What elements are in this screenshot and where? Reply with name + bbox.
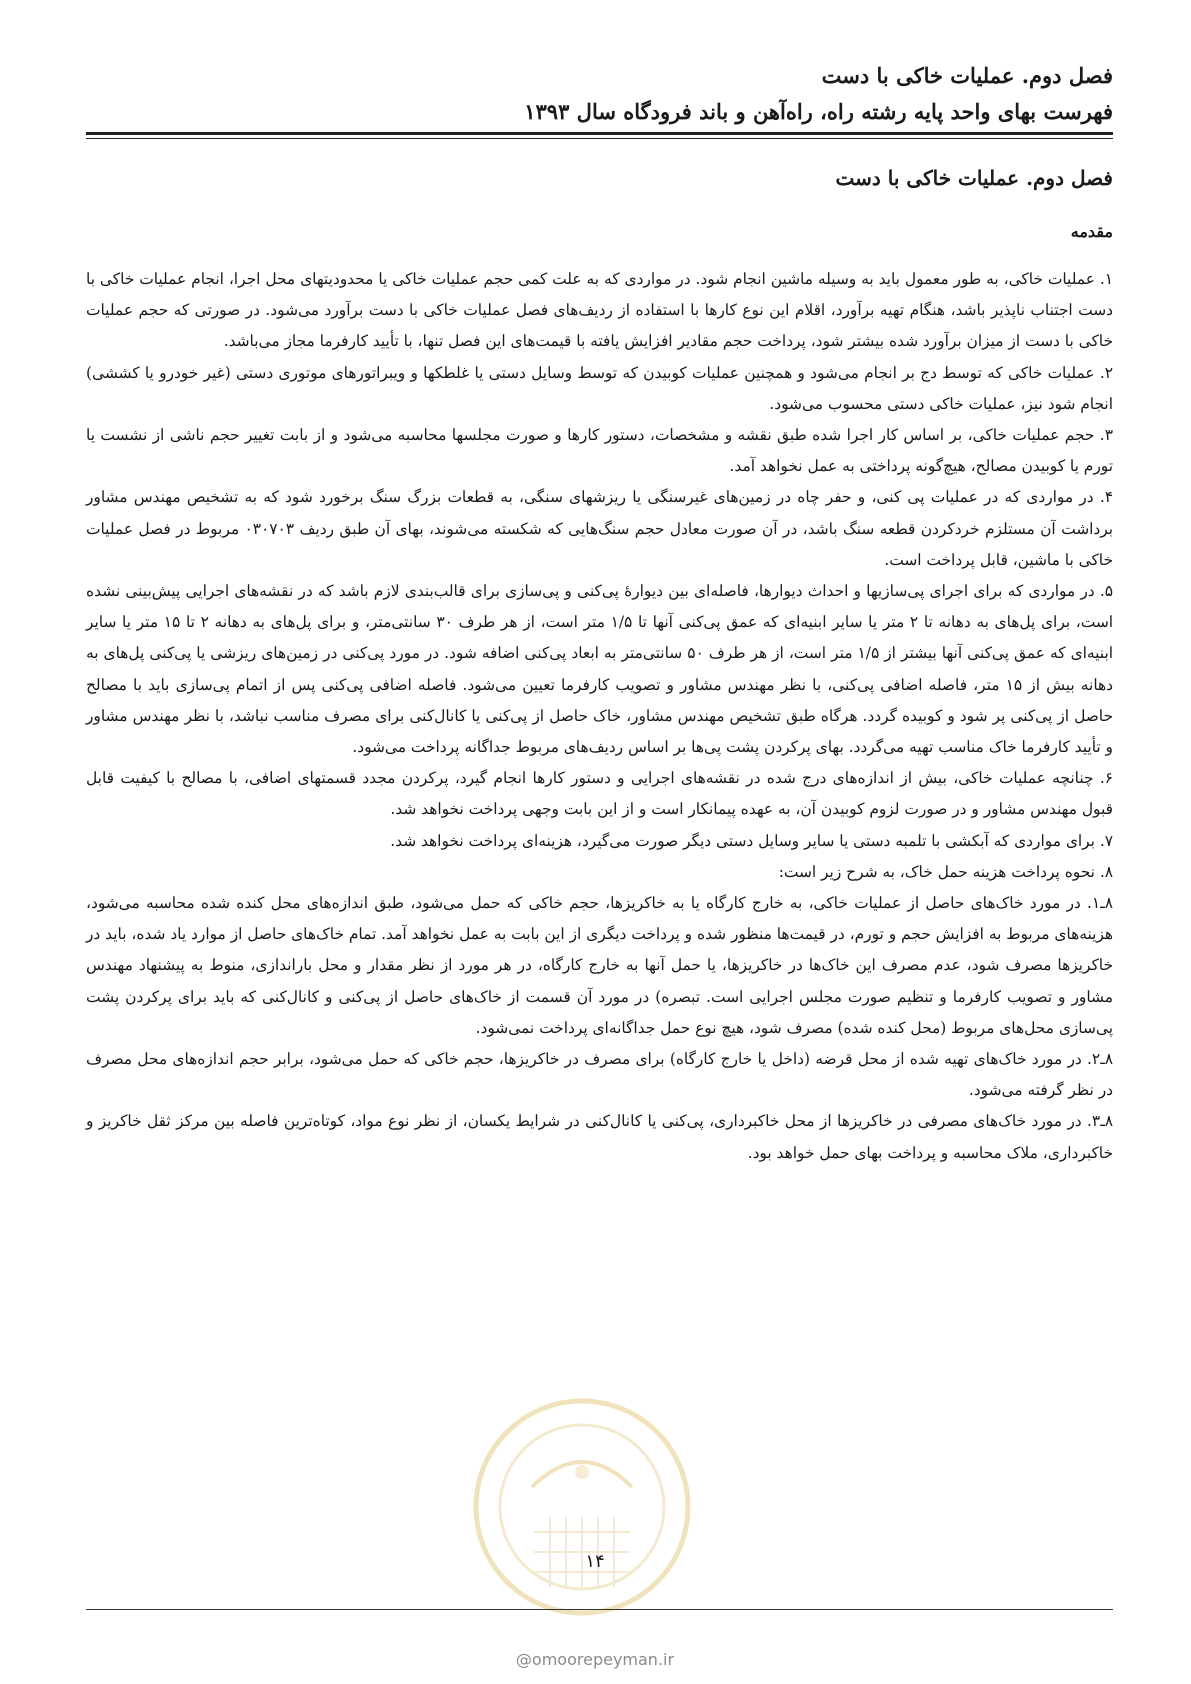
footer-website[interactable] — [495, 1650, 695, 1669]
body-text — [86, 264, 1113, 1169]
paragraph-8-2: ۸ـ۲. در مورد خاک‌های تهیه شده از محل قرضه (داخل یا خارج کارگاه) برای مصرف در خاکریزها، حجم خاکی که حمل می‌شود، برابر حجم اندازه‌های محل مصرف در نظر گرفته می‌شود. — [86, 1050, 1113, 1100]
at-icon: @ — [515, 1650, 532, 1669]
page-number: ۱۴ — [585, 1551, 605, 1572]
paragraph-8-1: ۸ـ۱. در مورد خاک‌های حاصل از عملیات خاکی، به خارج کارگاه یا به خاکریزها، حجم خاکی که حمل می‌شود، طبق اندازه‌های محل کنده شده محاسبه می‌شود، هزینه‌های مربوط به افزایش حجم و تورم، در قیمت‌ها منظور شده و پرداخت دیگری از این بابت به عمل نخواهد آمد. تمام خاک‌های حاصل از موارد یاد شده، باید در خاکریزها مصرف شود، عدم مصرف این خاک‌ها در خاکریزها، یا حمل آنها به خارج کارگاه، در هر مورد از نظر مقدار و محل باراندازی، منوط به پیشنهاد مهندس مشاور و تصویب کارفرما و تنظیم صورت مجلس اجرایی است. تبصره) در مورد آن قسمت از خاک‌های حاصل از پی‌کنی و کانال‌کنی که باید برای پرکردن پشت پی‌سازی محل‌های مربوط (محل کنده شده) مصرف شود، هیچ نوع حمل جداگانه‌ای پرداخت نمی‌شود. — [86, 894, 1113, 1037]
paragraph-6: ۶. چنانچه عملیات خاکی، بیش از اندازه‌های درج شده در نقشه‌های اجرایی و دستور کارها انجام گیرد، پرکردن مجدد قسمتهای اضافی، با مصالح با کیفیت قابل قبول مهندس مشاور و در صورت لزوم کوبیدن آن، به عهده پیمانکار است و از این بابت وجهی پرداخت نخواهد شد. — [86, 769, 1113, 819]
header-chapter-line: فصل دوم. عملیات خاکی با دست — [821, 63, 1113, 88]
paragraph-4: ۴. در مواردی که در عملیات پی کنی، و حفر چاه در زمین‌های غیرسنگی یا ریزشهای سنگی، به قطعات بزرگ سنگ برخورد شود که به تشخیص مهندس مشاور برداشت آن مستلزم خردکردن قطعه سنگ باشد، در آن صورت معادل حجم سنگ‌هایی که شکسته می‌شوند، بهای آن طبق ردیف ۰۳۰۷۰۳ مربوط در فصل عملیات خاکی با ماشین، قابل پرداخت است. — [86, 488, 1113, 569]
running-header — [86, 58, 1113, 130]
chapter-title: فصل دوم. عملیات خاکی با دست — [835, 166, 1113, 190]
paragraph-8: ۸. نحوه پرداخت هزینه حمل خاک، به شرح زیر است: — [778, 862, 1113, 881]
footer-website-label: omoorepeyman.ir — [531, 1650, 675, 1669]
paragraph-8-3: ۸ـ۳. در مورد خاک‌های مصرفی در خاکریزها از محل خاکبرداری، پی‌کنی یا کانال‌کنی در شرایط یکسان، از نظر نوع مواد، کوتاه‌ترین فاصله بین مرکز ثقل خاکریز و خاکبرداری، ملاک محاسبه و پرداخت بهای حمل خواهد بود. — [86, 1112, 1113, 1162]
watermark-seal-icon — [462, 1392, 702, 1622]
paragraph-7: ۷. برای مواردی که آبکشی با تلمبه دستی یا سایر وسایل دستی دیگر صورت می‌گیرد، هزینه‌ای پرداخت نخواهد شد. — [390, 831, 1113, 850]
header-title-line: فهرست بهای واحد پایه رشته راه، راه‌آهن و باند فرودگاه سال ۱۳۹۳ — [524, 99, 1113, 124]
header-rule-thin — [86, 138, 1113, 139]
footer-rule — [86, 1609, 1113, 1610]
header-rule-thick — [86, 132, 1113, 135]
paragraph-2: ۲. عملیات خاکی که توسط دج بر انجام می‌شود و همچنین عملیات کوبیدن که توسط وسایل دستی یا غلطکها و ویبراتورهای موتوری دستی (غیر خودرو یا کششی) انجام شود نیز، عملیات خاکی دستی محسوب می‌شود. — [86, 363, 1113, 413]
paragraph-3: ۳. حجم عملیات خاکی، بر اساس کار اجرا شده طبق نقشه و مشخصات، دستور کارها و صورت مجلسها محاسبه می‌شود و از بابت تغییر حجم ناشی از نشست یا تورم یا کوبیدن مصالح، هیچ‌گونه پرداختی به عمل نخواهد آمد. — [86, 426, 1113, 476]
section-heading-intro: مقدمه — [1070, 222, 1113, 241]
paragraph-5: ۵. در مواردی که برای اجرای پی‌سازیها و احداث دیوارها، فاصله‌ای بین دیوارهٔ پی‌کنی و پی‌سازی برای قالب‌بندی لازم باشد که در نقشه‌های اجرایی پیش‌بینی نشده است، برای پل‌های به دهانه تا ۲ متر یا سایر ابنیه‌ای که عمق پی‌کنی آنها تا ۱/۵ متر است، از هر طرف ۳۰ سانتی‌متر، و برای پل‌های به دهانه ۲ تا ۱۵ متر یا سایر ابنیه‌ای که عمق پی‌کنی آنها بیشتر از ۱/۵ متر است، از هر طرف ۵۰ سانتی‌متر به ابعاد پی‌کنی اضافه شود. در مورد پی‌کنی در زمین‌های ریزشی یا پی‌کنی پل‌های به دهانه بیش از ۱۵ متر، فاصله اضافی پی‌کنی، با نظر مهندس مشاور و تصویب کارفرما تعیین می‌شود. فاصله اضافی پی‌کنی پس از اتمام پی‌سازی باید با مصالح حاصل از پی‌کنی پر شود و کوبیده گردد. هرگاه طبق تشخیص مهندس مشاور، خاک حاصل از پی‌کنی یا کانال‌کنی برای مصرف مناسب نباشد، با نظر مهندس مشاور و تأیید کارفرما خاک مناسب تهیه می‌گردد. بهای پرکردن پشت پی‌ها بر اساس ردیف‌های مربوط جداگانه پرداخت می‌شود. — [86, 582, 1114, 757]
paragraph-1: ۱. عملیات خاکی، به طور معمول باید به وسیله ماشین انجام شود. در مواردی که به علت کمی حجم عملیات خاکی یا محدودیتهای محل اجرا، انجام عملیات خاکی با دست اجتناب ناپذیر باشد، هنگام تهیه برآورد، اقلام این نوع کارها با استفاده از ردیف‌های فصل عملیات خاکی با دست برآورد می‌شود. در صورتی که حجم عملیات خاکی با دست از میزان برآورد شده بیشتر شود، پرداخت حجم مقادیر افزایش یافته با قیمت‌های این فصل تنها، با تأیید کارفرما مجاز می‌باشد. — [86, 270, 1113, 351]
